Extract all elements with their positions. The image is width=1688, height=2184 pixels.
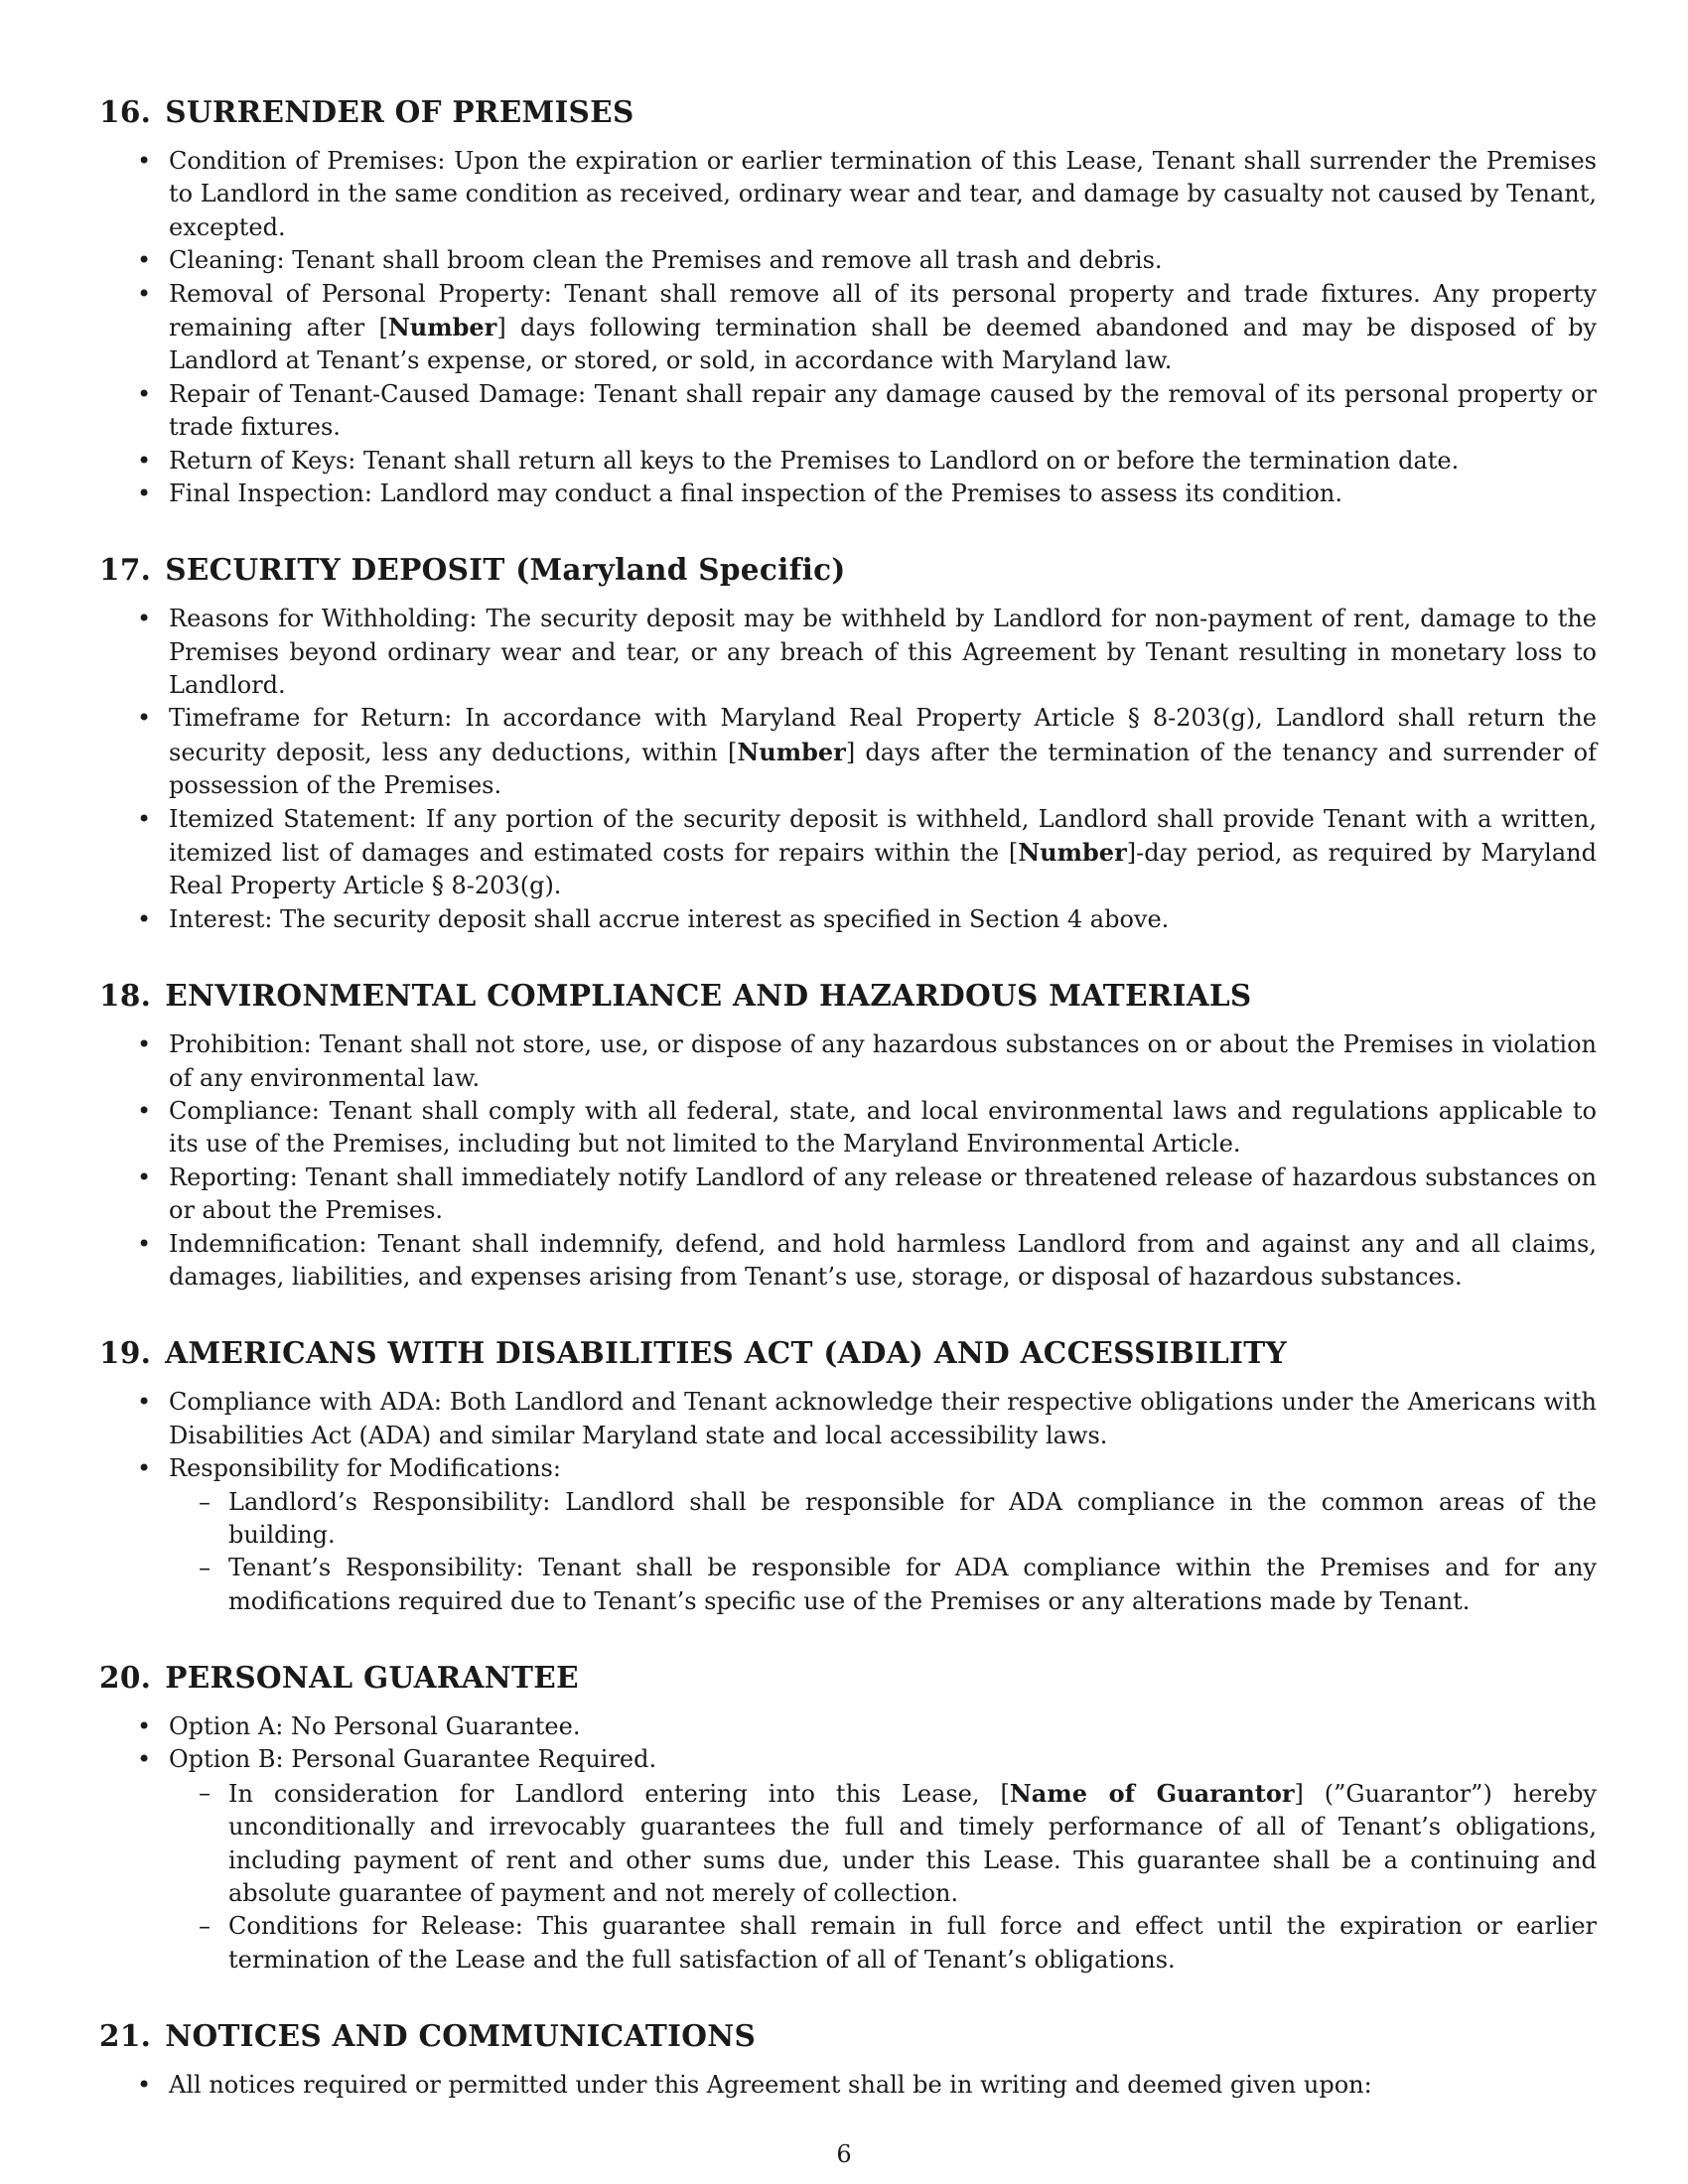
section-number: 16. <box>99 94 152 129</box>
list-item: • Reporting: Tenant shall immediately notify Landlord of any release or threatened release of hazardous substances on or about the Premises. <box>99 1161 1597 1228</box>
list-item: • Reasons for Withholding: The security deposit may be withheld by Landlord for non-payment of rent, damage to the Premises beyond ordinary wear and tear, or any breach of this Agreement by Tenant resulting in monetary loss to Landlord. <box>99 603 1597 702</box>
bullet-list <box>99 1386 1597 1618</box>
sub-list-item: – Landlord’s Responsibility: Landlord shall be responsible for ADA compliance in the common areas of the building. <box>169 1486 1597 1553</box>
list-item: • Indemnification: Tenant shall indemnify, defend, and hold harmless Landlord from and against any and all claims, damages, liabilities, and expenses arising from Tenant’s use, storage, or disposal of hazardous substances. <box>99 1228 1597 1295</box>
sub-list-item: – Conditions for Release: This guarantee shall remain in full force and effect until the expiration or earlier termination of the Lease and the full satisfaction of all of Tenant’s obligations. <box>169 1910 1597 1977</box>
section-20 <box>99 1660 1597 1977</box>
sub-list-item: – In consideration for Landlord entering into this Lease, [Name of Guarantor] (”Guarantor”) hereby unconditionally and irrevocably guarantees the full and timely performance of all of Tenant’s obligations, including payment of rent and other sums due, under this Lease. This guarantee shall be a continuing and absolute guarantee of payment and not merely of collection. <box>169 1777 1597 1911</box>
section-heading <box>99 1335 1597 1372</box>
section-heading <box>99 978 1597 1015</box>
list-item: • Interest: The security deposit shall accrue interest as specified in Section 4 above. <box>99 903 1597 936</box>
section-19 <box>99 1335 1597 1618</box>
section-17 <box>99 552 1597 936</box>
list-item: • Return of Keys: Tenant shall return all keys to the Premises to Landlord on or before the termination date. <box>99 445 1597 478</box>
list-item: • Compliance with ADA: Both Landlord and Tenant acknowledge their respective obligations under the Americans with Disabilities Act (ADA) and similar Maryland state and local accessibility laws. <box>99 1386 1597 1452</box>
page-number: 6 <box>836 2140 852 2168</box>
placeholder-field: Name of Guarantor <box>1009 1778 1295 1808</box>
section-21 <box>99 2018 1597 2102</box>
section-title: NOTICES AND COMMUNICATIONS <box>165 2018 757 2054</box>
bullet-list <box>99 603 1597 936</box>
bullet-list <box>99 145 1597 510</box>
placeholder-field: Number <box>1018 838 1127 868</box>
document-page <box>99 94 1597 2144</box>
section-number: 19. <box>99 1335 152 1371</box>
bullet-list <box>99 1710 1597 1977</box>
list-item: • Prohibition: Tenant shall not store, use, or dispose of any hazardous substances on or about the Premises in violation of any environmental law. <box>99 1028 1597 1095</box>
list-item: • Repair of Tenant-Caused Damage: Tenant shall repair any damage caused by the removal of its personal property or trade fixtures. <box>99 378 1597 445</box>
list-item: • Compliance: Tenant shall comply with all federal, state, and local environmental laws and regulations applicable to its use of the Premises, including but not limited to the Maryland Environmental Article. <box>99 1095 1597 1161</box>
bullet-list <box>99 2069 1597 2102</box>
list-item: • Condition of Premises: Upon the expiration or earlier termination of this Lease, Tenant shall surrender the Premises to Landlord in the same condition as received, ordinary wear and tear, and damage by casualty not caused by Tenant, excepted. <box>99 145 1597 244</box>
section-16 <box>99 94 1597 510</box>
section-number: 17. <box>99 552 152 588</box>
section-number: 18. <box>99 978 152 1014</box>
list-item: • Cleaning: Tenant shall broom clean the Premises and remove all trash and debris. <box>99 244 1597 277</box>
sub-list <box>169 1777 1597 1977</box>
section-heading <box>99 552 1597 589</box>
section-heading <box>99 2018 1597 2055</box>
list-item: • All notices required or permitted under this Agreement shall be in writing and deemed given upon: <box>99 2069 1597 2102</box>
section-title: SECURITY DEPOSIT (Maryland Specific) <box>165 552 846 588</box>
sub-list-item: – Tenant’s Responsibility: Tenant shall be responsible for ADA compliance within the Premises and for any modifications required due to Tenant’s specific use of the Premises or any alterations made by Tenant. <box>169 1552 1597 1618</box>
section-title: SURRENDER OF PREMISES <box>165 94 634 129</box>
section-title: ENVIRONMENTAL COMPLIANCE AND HAZARDOUS MATERIALS <box>165 978 1252 1014</box>
section-18 <box>99 978 1597 1294</box>
section-title: PERSONAL GUARANTEE <box>165 1660 579 1696</box>
list-item: • Responsibility for Modifications: – Landlord’s Responsibility: Landlord shall be responsible for ADA compliance in the common areas of the building. – Tenant’s Responsibility: Tenant shall be responsible for ADA compliance within the Premises and for any modifications required due to Tenant’s specific use of the Premises or any alterations made by Tenant. <box>99 1452 1597 1618</box>
list-item: • Option A: No Personal Guarantee. <box>99 1710 1597 1743</box>
list-item: • Itemized Statement: If any portion of the security deposit is withheld, Landlord shall provide Tenant with a written, itemized list of damages and estimated costs for repairs within the [Number]-day period, as required by Maryland Real Property Article § 8-203(g). <box>99 803 1597 903</box>
section-number: 20. <box>99 1660 152 1696</box>
list-item: • Timeframe for Return: In accordance with Maryland Real Property Article § 8-203(g), Landlord shall return the security deposit, less any deductions, within [Number] days after the termination of the tenancy and surrender of possession of the Premises. <box>99 702 1597 802</box>
section-heading <box>99 1660 1597 1697</box>
placeholder-field: Number <box>387 312 497 341</box>
list-item: • Removal of Personal Property: Tenant shall remove all of its personal property and trade fixtures. Any property remaining after [Number] days following termination shall be deemed abandoned and may be disposed of by Landlord at Tenant’s expense, or stored, or sold, in accordance with Maryland law. <box>99 278 1597 378</box>
section-title: AMERICANS WITH DISABILITIES ACT (ADA) AND ACCESSIBILITY <box>165 1335 1287 1371</box>
list-item: • Option B: Personal Guarantee Required. – In consideration for Landlord entering into this Lease, [Name of Guarantor] (”Guarantor”) hereby unconditionally and irrevocably guarantees the full and timely performance of all of Tenant’s obligations, including payment of rent and other sums due, under this Lease. This guarantee shall be a continuing and absolute guarantee of payment and not merely of collection. – Conditions for Release: This guarantee shall remain in full force and effect until the expiration or earlier termination of the Lease and the full satisfaction of all of Tenant’s obligations. <box>99 1743 1597 1977</box>
bullet-list <box>99 1028 1597 1294</box>
placeholder-field: Number <box>737 737 846 766</box>
section-number: 21. <box>99 2018 152 2054</box>
section-heading <box>99 94 1597 131</box>
list-item: • Final Inspection: Landlord may conduct a final inspection of the Premises to assess its condition. <box>99 478 1597 510</box>
sub-list <box>169 1486 1597 1619</box>
